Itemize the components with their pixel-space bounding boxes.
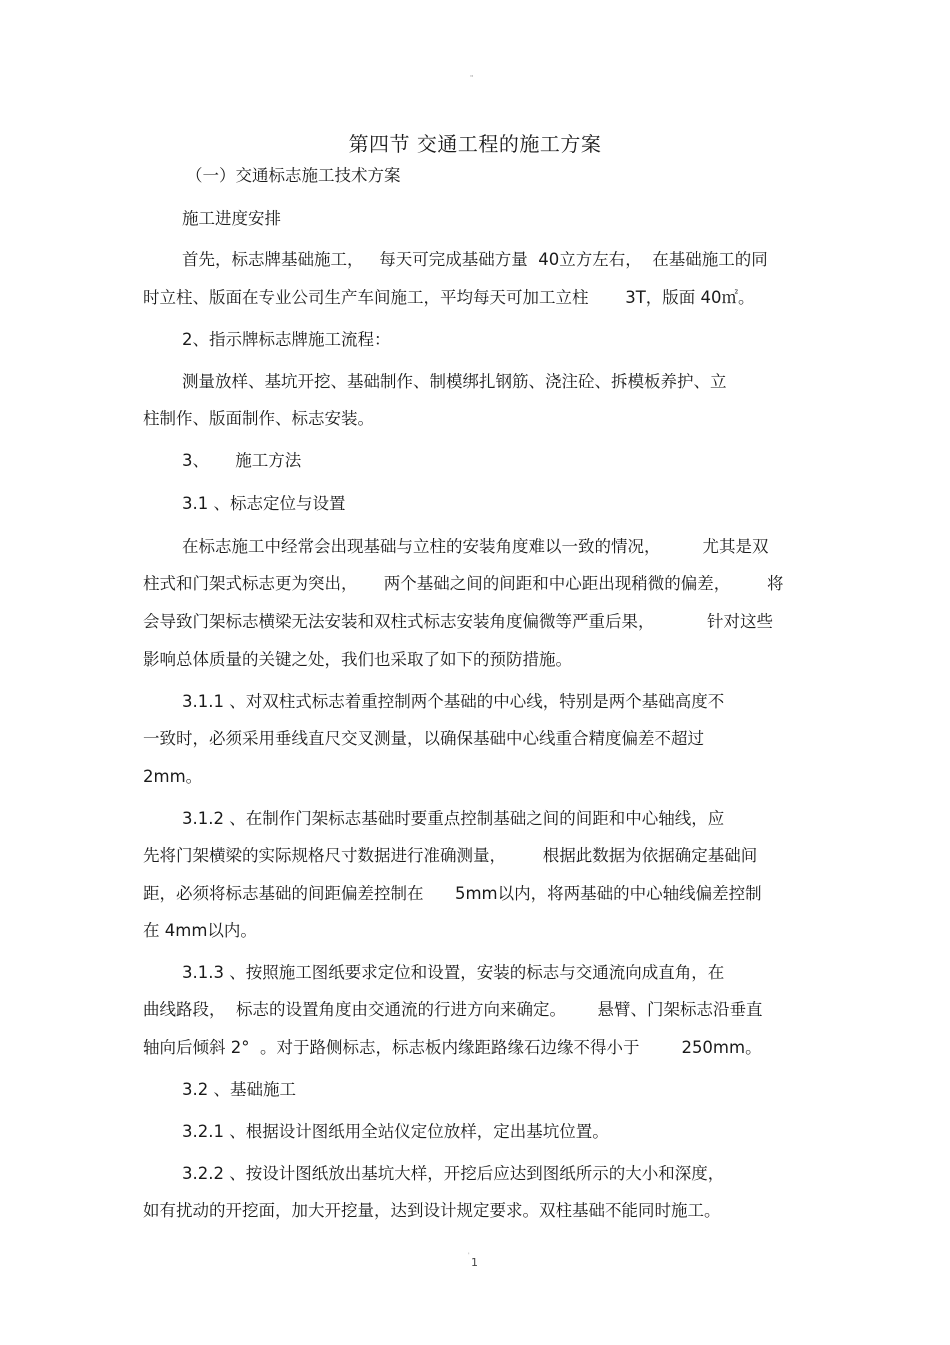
section-title: 第四节 交通工程的施工方案 [348,132,602,156]
paragraph-line: 3.1.2 、在制作门架标志基础时要重点控制基础之间的间距和中心轴线，应 [182,809,725,828]
paragraph-line: 会导致门架标志横梁无法安装和双柱式标志安装角度偏微等严重后果， 针对这些 [143,612,773,631]
paragraph-line: 柱式和门架式标志更为突出， 两个基础之间的间距和中心距出现稍微的偏差， 将 [143,574,784,593]
paragraph-heading: 施工进度安排 [182,209,281,228]
paragraph-line: 首先，标志牌基础施工， 每天可完成基础方量 40立方左右， 在基础施工的同 [182,250,768,269]
paragraph-line: 曲线路段， 标志的设置角度由交通流的行进方向来确定。 悬臂、门架标志沿垂直 [143,1000,763,1019]
paragraph-heading: 3.1 、标志定位与设置 [182,494,346,513]
paragraph-heading: 3.2 、基础施工 [182,1080,296,1099]
header-mark: " [470,74,474,82]
paragraph-line: 影响总体质量的关键之处，我们也采取了如下的预防措施。 [143,650,572,669]
page-number: 1 [471,1256,478,1269]
paragraph-line: 先将门架横梁的实际规格尺寸数据进行准确测量， 根据此数据为依据确定基础间 [143,846,758,865]
paragraph-heading: 2、指示牌标志牌施工流程： [182,330,391,349]
paragraph-line: 测量放样、基坑开挖、基础制作、制模绑扎钢筋、浇注砼、拆模板养护、立 [182,372,727,391]
paragraph-line: 在标志施工中经常会出现基础与立柱的安装角度难以一致的情况， 尤其是双 [182,537,769,556]
paragraph-line: 3.1.3 、按照施工图纸要求定位和设置，安装的标志与交通流向成直角，在 [182,963,725,982]
paragraph-heading: 3、 施工方法 [182,451,302,470]
paragraph-line: 柱制作、版面制作、标志安装。 [143,409,374,428]
paragraph-line: 3.1.1 、对双柱式标志着重控制两个基础的中心线，特别是两个基础高度不 [182,692,725,711]
paragraph-line: 轴向后倾斜 2° 。对于路侧标志，标志板内缘距路缘石边缘不得小于 250mm。 [143,1038,762,1057]
paragraph-line: 3.2.1 、根据设计图纸用全站仪定位放样，定出基坑位置。 [182,1122,609,1141]
subsection-heading: （一）交通标志施工技术方案 [186,166,401,185]
paragraph-line: 2mm。 [143,767,203,786]
paragraph-line: 3.2.2 、按设计图纸放出基坑大样，开挖后应达到图纸所示的大小和深度， [182,1164,725,1183]
paragraph-line: 时立柱、版面在专业公司生产车间施工，平均每天可加工立柱 3T，版面 40㎡。 [143,288,755,307]
footer-mark: ' [468,1252,470,1259]
paragraph-line: 一致时，必须采用垂线直尺交叉测量，以确保基础中心线重合精度偏差不超过 [143,729,704,748]
paragraph-line: 距，必须将标志基础的间距偏差控制在 5mm以内，将两基础的中心轴线偏差控制 [143,884,762,903]
paragraph-line: 在 4mm以内。 [143,921,257,940]
paragraph-line: 如有扰动的开挖面，加大开挖量，达到设计规定要求。双柱基础不能同时施工。 [143,1201,721,1220]
